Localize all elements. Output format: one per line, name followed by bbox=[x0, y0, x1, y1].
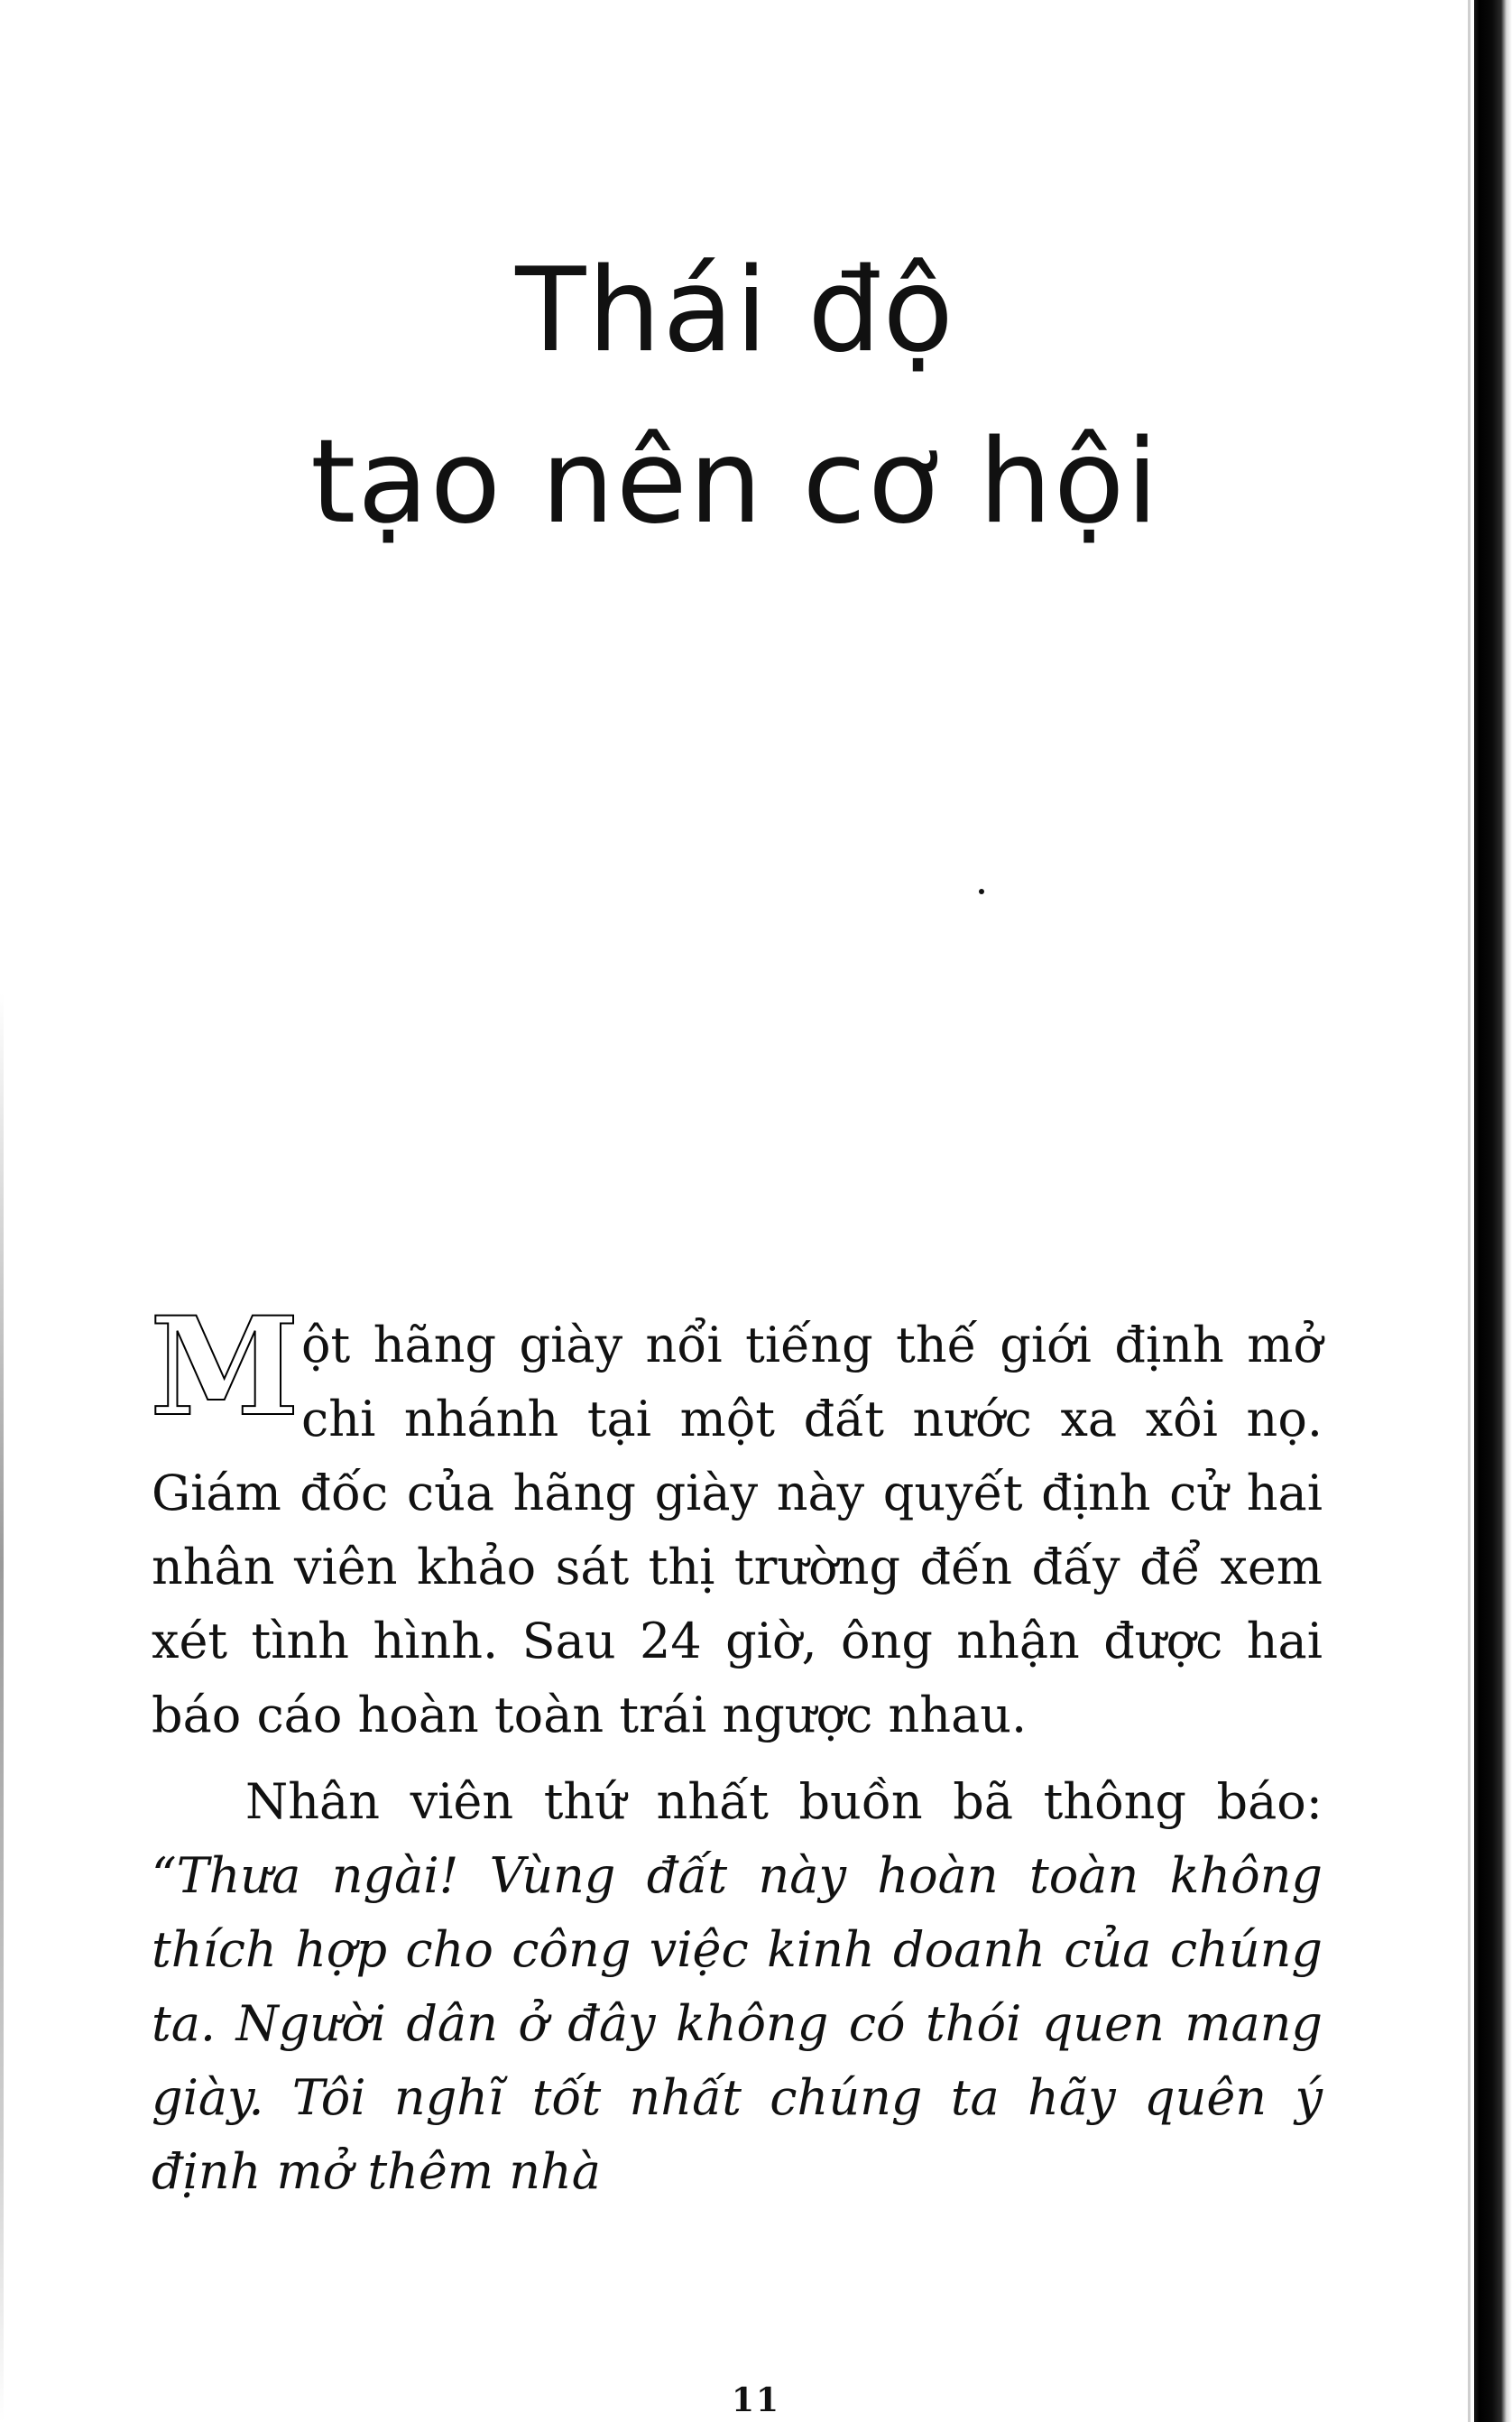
paragraph-1 bbox=[150, 1288, 1323, 1752]
chapter-title bbox=[0, 226, 1471, 569]
body-text bbox=[150, 1288, 1323, 2222]
paragraph-2 bbox=[152, 1765, 1323, 2209]
scan-binding-edge bbox=[1474, 0, 1512, 2422]
scan-left-edge bbox=[0, 993, 4, 2422]
drop-cap: M bbox=[150, 1288, 297, 1447]
paragraph-1-text: ột hãng giày nổi tiếng thế giới định mở chi nhánh tại một đất nước xa xôi nọ. Giám đốc của hãng giày này quyết định cử hai nhân viên khảo sát thị trường đến đấy để xem xét tình hình. Sau 24 giờ, ông nhận được hai báo cáo hoàn toàn trái ngược nhau. bbox=[152, 1317, 1323, 1743]
chapter-title-line-1: Thái độ bbox=[515, 244, 955, 378]
page-number: 11 bbox=[731, 2381, 781, 2419]
paragraph-2-lead: Nhân viên thứ nhất buồn bã thông báo: bbox=[245, 1773, 1323, 1830]
paragraph-2-quote: “Thưa ngài! Vùng đất này hoàn toàn không thích hợp cho công việc kinh doanh của chúng ta. Người dân ở đây không có thói quen mang giày. Tôi nghĩ tốt nhất chúng ta hãy quên ý định mở thêm nhà bbox=[152, 1847, 1323, 2200]
print-speck bbox=[979, 889, 984, 894]
chapter-title-line-2: tạo nên cơ hội bbox=[310, 415, 1160, 550]
